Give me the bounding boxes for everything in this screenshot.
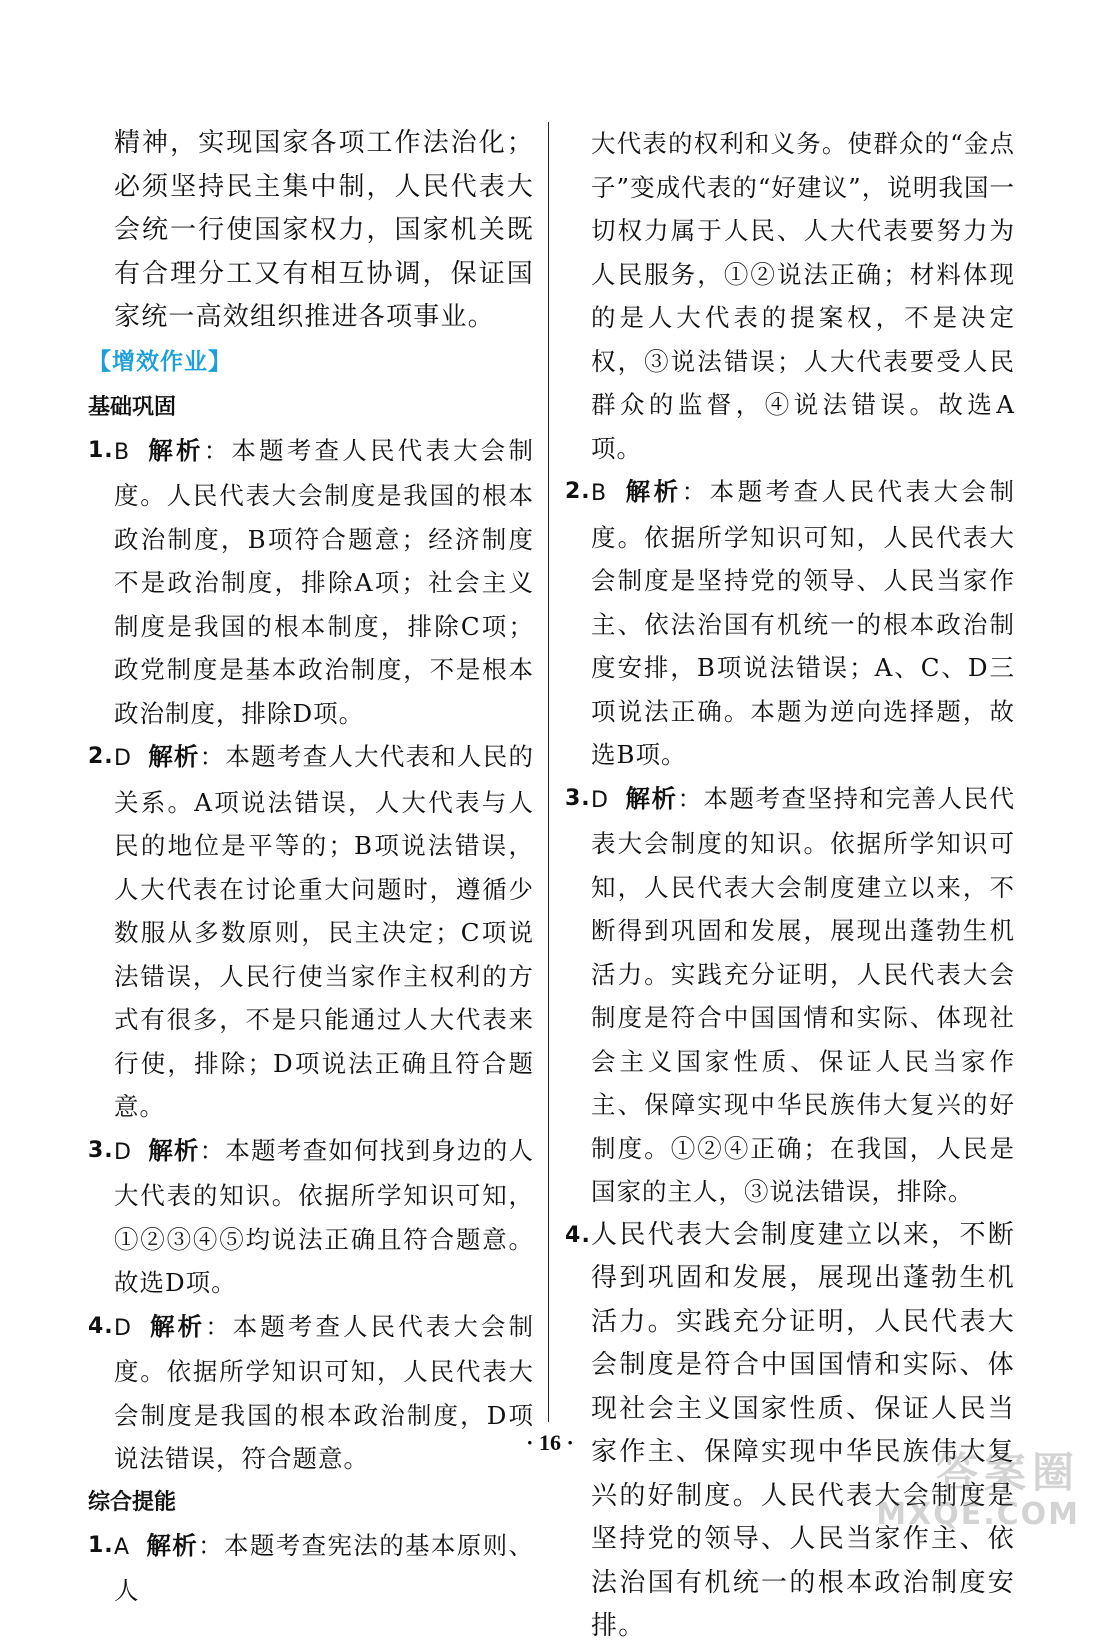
continued-analysis: 大代表的权利和义务。使群众的“金点子”变成代表的“好建议”，说明我国一切权力属于人民、人大代表要努力为人民服务，①②说法正确；材料体现的是人大代表的提案权，不是决定权，③说法错误；人大代表要受人民群众的监督，④说法错误。故选A项。 <box>591 129 1015 463</box>
analysis-label: 解析 <box>624 783 678 813</box>
analysis-label: 解析 <box>146 435 204 465</box>
analysis-text: ：本题考查人民代表大会制度。人民代表大会制度是我国的根本政治制度，B项符合题意；经济制度不是政治制度，排除A项；社会主义制度是我国的根本制度，排除C项；政党制度是基本政治制度，不是根本政治制度，排除D项。 <box>114 435 535 728</box>
answer-letter: A <box>114 1534 131 1560</box>
section-heading <box>88 344 534 384</box>
answer-text: 人民代表大会制度建立以来，不断得到巩固和发展，展现出蓬勃生机活力。实践充分证明，人民代表大会制度是符合中国国情和实际、体现社会主义国家性质、保证人民当家作主、保障实现中华民族伟大复兴的好制度。人民代表大会制度是坚持党的领导、人民当家作主、依法治国有机统一的根本政治制度安排。 <box>591 1219 1015 1641</box>
watermark-url: MXQE.COM <box>876 1497 1080 1532</box>
answer-item <box>565 777 1015 1214</box>
subheading-basic: 基础巩固 <box>88 394 177 420</box>
section-title: 【增效作业】 <box>88 348 232 375</box>
analysis-label: 解析 <box>623 477 682 506</box>
watermark-text: 答案圈 <box>935 1448 1080 1497</box>
analysis-text: ：本题考查人民代表大会制度。依据所学知识可知，人民代表大会制度是我国的根本政治制度，D项说法错误，符合题意。 <box>114 1311 535 1473</box>
left-column <box>88 122 534 1613</box>
item-number: 3. <box>565 785 591 811</box>
answer-item <box>88 1524 534 1613</box>
item-number: 4. <box>88 1313 114 1339</box>
analysis-text: ：本题考查人大代表和人民的关系。A项说法错误，人大代表与人民的地位是平等的；B项说法错误，人大代表在讨论重大问题时，遵循少数服从多数原则，民主决定；C项说法错误，人民行使当家作主权利的方式有很多，不是只能通过人大代表来行使，排除；D项说法正确且符合题意。 <box>114 742 535 1121</box>
answer-letter: D <box>114 746 132 771</box>
analysis-label: 解析 <box>147 1311 206 1341</box>
analysis-label: 解析 <box>147 1135 200 1165</box>
answer-item <box>88 735 534 1129</box>
analysis-text: ：本题考查宪法的基本原则、人 <box>114 1530 535 1605</box>
item-number: 3. <box>88 1137 114 1163</box>
page-number: · 16 · <box>526 1430 574 1455</box>
answer-letter: D <box>591 787 609 813</box>
analysis-label: 解析 <box>146 1530 199 1560</box>
watermark-logo <box>876 1440 1080 1532</box>
answer-letter: B <box>114 439 131 465</box>
column-divider <box>548 122 549 1422</box>
item-number: 2. <box>88 744 114 769</box>
analysis-text: ：本题考查坚持和完善人民代表大会制度的知识。依据所学知识可知，人民代表大会制度建立以来，不断得到巩固和发展，展现出蓬勃生机活力。实践充分证明，人民代表大会制度是符合中国国情和实际、体现社会主义国家性质、保证人民当家作主、保障实现中华民族伟大复兴的好制度。①②④正确；在我国，人民是国家的主人，③说法错误，排除。 <box>591 783 1016 1206</box>
right-column <box>565 122 1015 1649</box>
item-number: 1. <box>88 1532 114 1558</box>
answer-letter: B <box>591 481 608 506</box>
analysis-text: ：本题考查如何找到身边的人大代表的知识。依据所学知识可知，①②③④⑤均说法正确且符合题意。故选D项。 <box>114 1135 535 1297</box>
intro-paragraph: 精神，实现国家各项工作法治化；必须坚持民主集中制，人民代表大会统一行使国家权力，国家机关既有合理分工又有相互协调，保证国家统一高效组织推进各项事业。 <box>114 128 534 332</box>
answer-letter: D <box>114 1315 132 1341</box>
item-number: 2. <box>565 479 591 504</box>
subheading-comprehensive: 综合提能 <box>88 1489 177 1515</box>
answer-item <box>88 1129 534 1305</box>
item-number: 1. <box>88 437 114 463</box>
answer-letter: D <box>114 1139 132 1165</box>
answer-item <box>88 429 534 736</box>
answer-item <box>565 470 1015 777</box>
analysis-text: ：本题考查人民代表大会制度。依据所学知识可知，人民代表大会制度是坚持党的领导、人民当家作主、依法治国有机统一的根本政治制度安排，B项说法错误；A、C、D三项说法正确。本题为逆向选择题，故选B项。 <box>591 477 1016 769</box>
analysis-label: 解析 <box>147 742 200 771</box>
item-number: 4. <box>565 1222 592 1248</box>
